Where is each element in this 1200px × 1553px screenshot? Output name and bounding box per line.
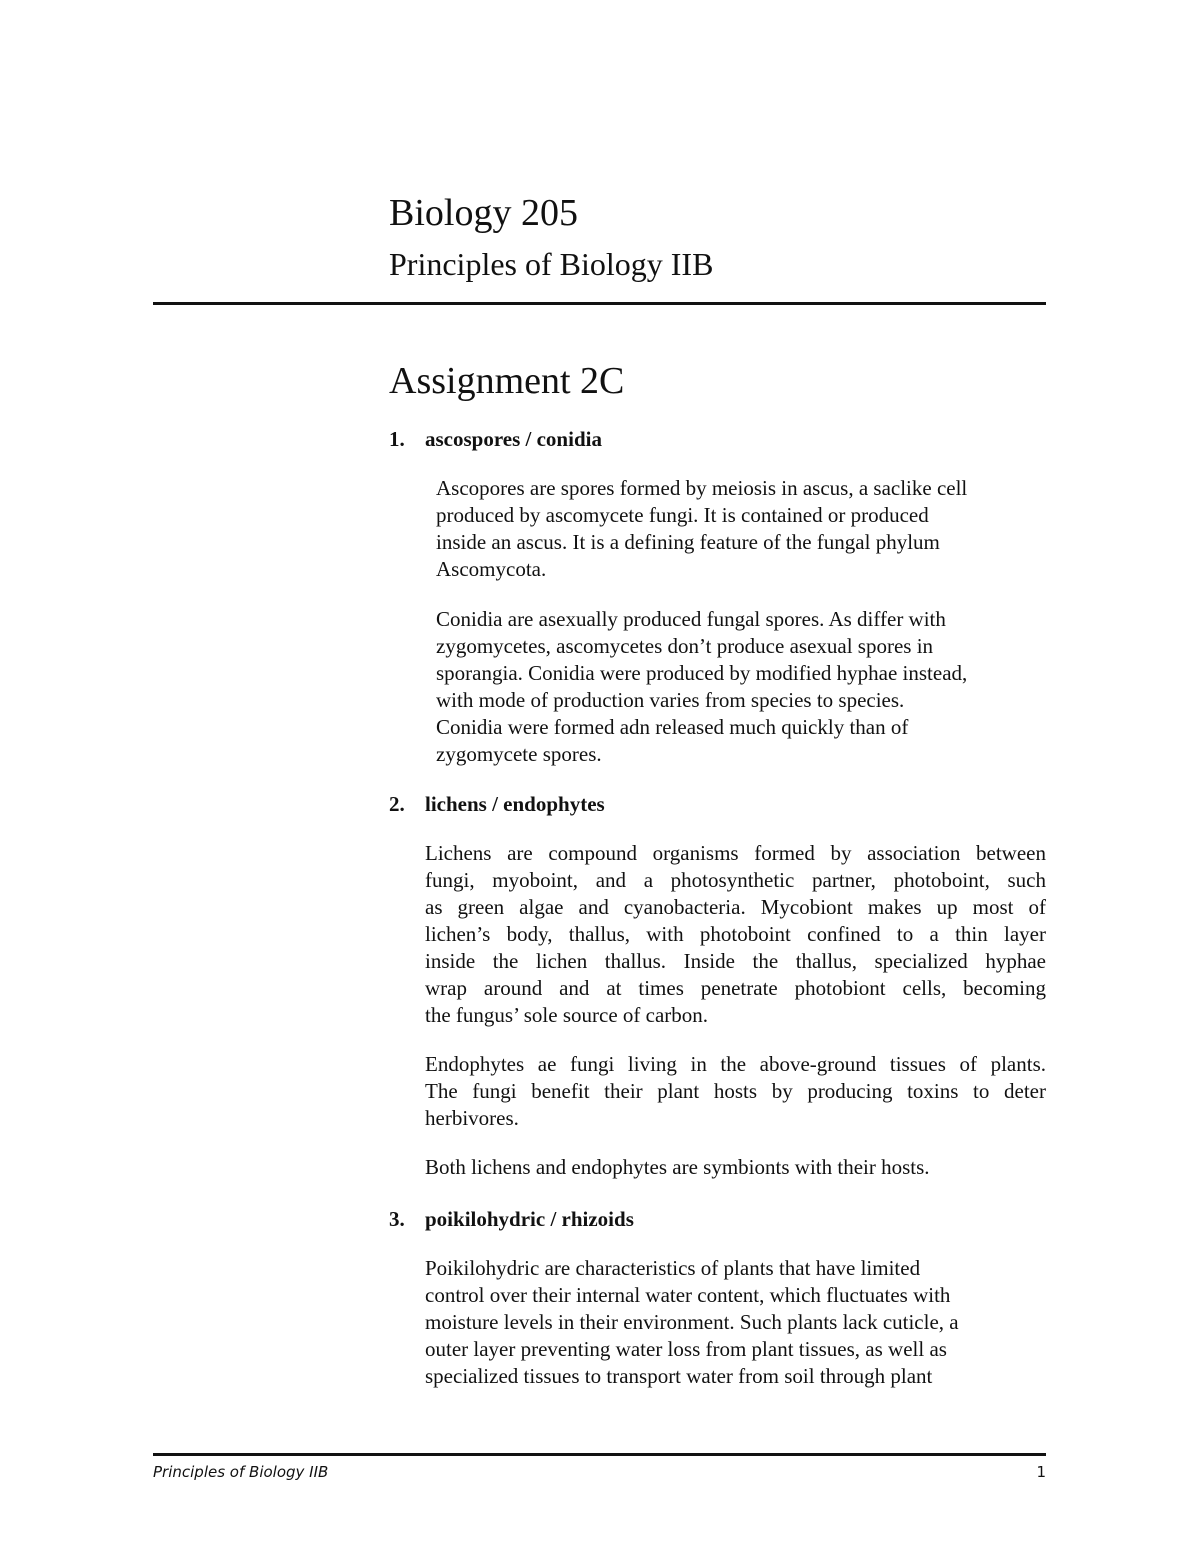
- text-line: Ascopores are spores formed by meiosis in ascus, a saclike cell: [436, 476, 968, 500]
- text-line: control over their internal water content, which fluctuates with: [425, 1283, 951, 1307]
- course-subtitle: Principles of Biology IIB: [389, 246, 714, 282]
- text-line: Endophytes ae fungi living in the above-ground tissues of plants.: [425, 1052, 1046, 1076]
- text-line: specialized tissues to transport water from soil through plant: [425, 1364, 933, 1388]
- text-line: wrap around and at times penetrate photobiont cells, becoming: [425, 976, 1046, 1000]
- text-line: Conidia were formed adn released much quickly than of: [436, 715, 909, 739]
- answer-paragraph: [425, 1154, 1046, 1181]
- text-line: moisture levels in their environment. Such plants lack cuticle, a: [425, 1310, 959, 1334]
- text-line: Both lichens and endophytes are symbionts with their hosts.: [425, 1155, 930, 1179]
- assignment-title: Assignment 2C: [389, 360, 625, 402]
- text-line: Lichens are compound organisms formed by association between: [425, 841, 1046, 865]
- question-title: ascospores / conidia: [425, 427, 602, 451]
- question-number: 2.: [389, 792, 405, 816]
- question-heading: [389, 1206, 634, 1232]
- answer-paragraph: [436, 606, 1046, 768]
- answer-paragraph: [425, 840, 1046, 1029]
- text-line: The fungi benefit their plant hosts by producing toxins to deter: [425, 1079, 1046, 1103]
- text-line: as green algae and cyanobacteria. Mycobiont makes up most of: [425, 895, 1046, 919]
- text-line: inside the lichen thallus. Inside the thallus, specialized hyphae: [425, 949, 1046, 973]
- page-number: 1: [1036, 1463, 1046, 1481]
- text-line: herbivores.: [425, 1106, 519, 1130]
- question-title: poikilohydric / rhizoids: [425, 1207, 634, 1231]
- answer-paragraph: [425, 1255, 1046, 1390]
- text-line: produced by ascomycete fungi. It is contained or produced: [436, 503, 929, 527]
- footer-running-title: Principles of Biology IIB: [153, 1463, 329, 1481]
- question-heading: [389, 791, 605, 817]
- text-line: Ascomycota.: [436, 557, 547, 581]
- text-line: with mode of production varies from species to species.: [436, 688, 905, 712]
- text-line: outer layer preventing water loss from plant tissues, as well as: [425, 1337, 947, 1361]
- text-line: lichen’s body, thallus, with photoboint confined to a thin layer: [425, 922, 1046, 946]
- footer-divider: [153, 1453, 1046, 1456]
- text-line: zygomycetes, ascomycetes don’t produce asexual spores in: [436, 634, 934, 658]
- text-line: inside an ascus. It is a defining feature of the fungal phylum: [436, 530, 940, 554]
- header-divider: [153, 302, 1046, 305]
- question-heading: [389, 426, 602, 452]
- text-line: Conidia are asexually produced fungal spores. As differ with: [436, 607, 946, 631]
- course-title: Biology 205: [389, 192, 578, 234]
- answer-paragraph: [436, 475, 1036, 583]
- answer-paragraph: [425, 1051, 1046, 1132]
- text-line: zygomycete spores.: [436, 742, 602, 766]
- text-line: Poikilohydric are characteristics of plants that have limited: [425, 1256, 921, 1280]
- question-title: lichens / endophytes: [425, 792, 605, 816]
- question-number: 3.: [389, 1207, 405, 1231]
- text-line: the fungus’ sole source of carbon.: [425, 1003, 709, 1027]
- text-line: sporangia. Conidia were produced by modified hyphae instead,: [436, 661, 968, 685]
- question-number: 1.: [389, 427, 405, 451]
- text-line: fungi, myoboint, and a photosynthetic partner, photoboint, such: [425, 868, 1046, 892]
